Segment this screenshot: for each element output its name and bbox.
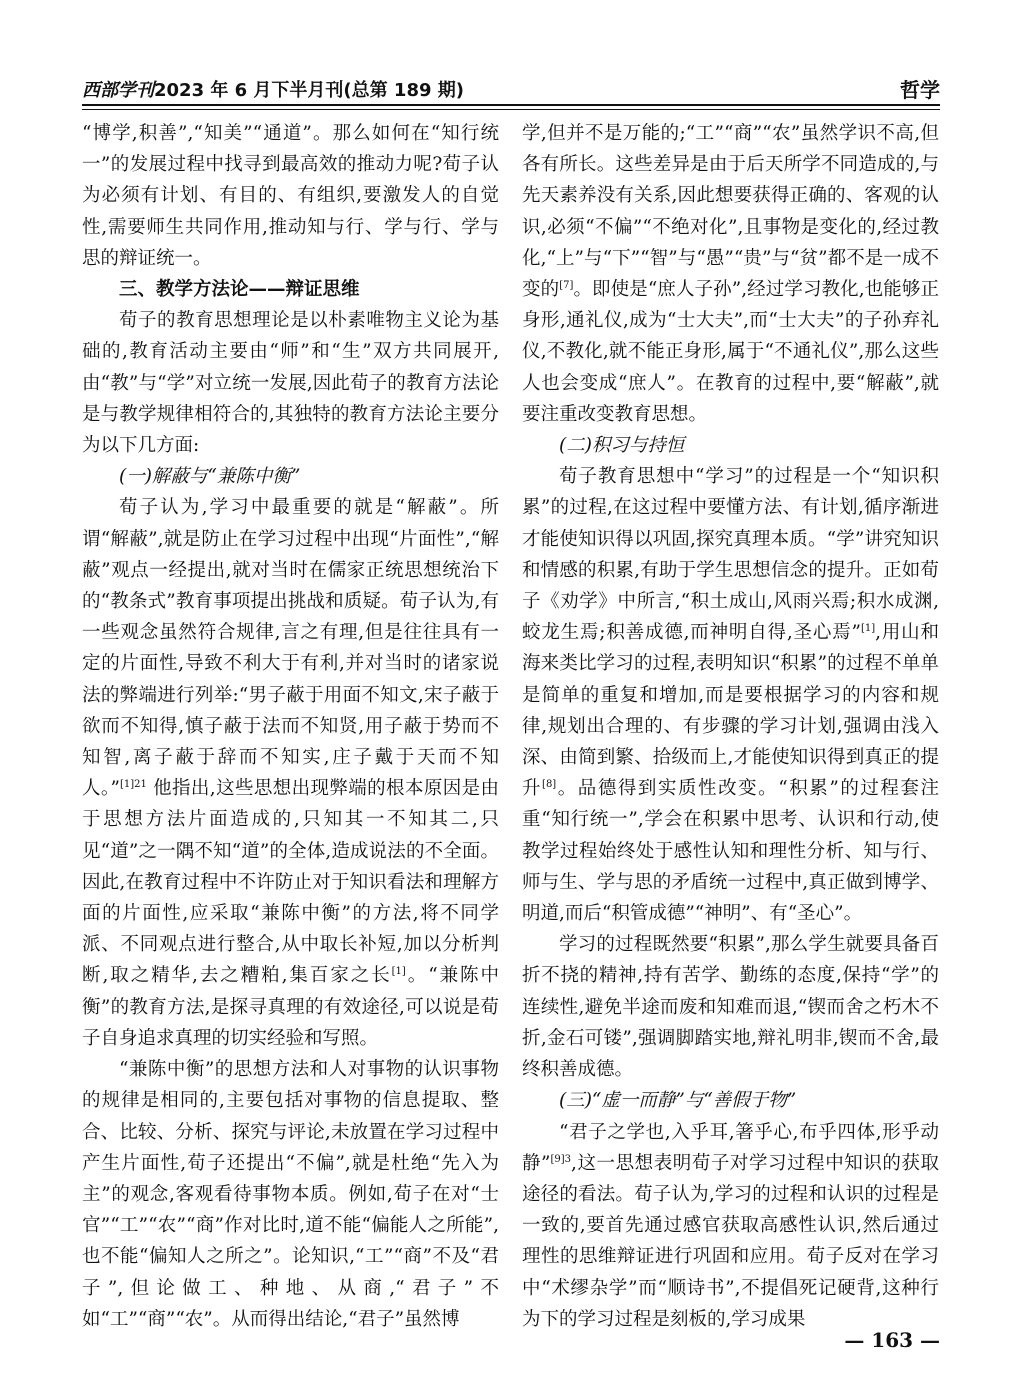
text-run: 。即使是“庶人子孙”,经过学习教化,也能够正身形,通礼仪,成为“士大夫”,而“士大夫”的子孙弃礼仪,不教化,就不能正身形,属于“不通礼仪”,那么这些人也会变成“庶人”。在教育的过程中,要“解蔽”,就要注重改变教育思想。: [522, 279, 939, 425]
text-run: 荀子认为,学习中最重要的就是“解蔽”。所谓“解蔽”,就是防止在学习过程中出现“片面性”,“解蔽”观点一经提出,就对当时在儒家正统思想统治下的“教条式”教育事项提出挑战和质疑。荀子认为,有一些观念虽然符合规律,言之有理,但是往往具有一定的片面性,导致不利大于有利,并对当时的诸家说法的弊端进行列举:“男子蔽于用面不知文,宋子蔽于欲而不知得,慎子蔽于法而不知贤,用子蔽于势而不知智,离子蔽于辞而不知实,庄子戴于天而不知人。”: [82, 497, 499, 800]
citation-ref: [1]21: [119, 779, 147, 791]
page-number: — 163 —: [844, 1328, 940, 1352]
text-run: ,这一思想表明荀子对学习过程中知识的获取途径的看法。荀子认为,学习的过程和认识的过程是一致的,要首先通过感官获取高感性认识,然后通过理性的思维辩证进行巩固和应用。荀子反对在学习中“术缪杂学”而“顺诗书”,不提倡死记硬背,这种行为下的学习过程是刻板的,学习成果: [522, 1152, 939, 1330]
text-run: “君子之学也,入乎耳,箸乎心,布乎四体,形乎动静”: [522, 1121, 939, 1174]
subsection-heading: (三)“虚一而静”与“善假于物”: [559, 1090, 797, 1112]
paragraph: 学习的过程既然要“积累”,那么学生就要具备百折不挠的精神,持有苦学、勤练的态度,保持“学”的连续性,避免半途而废和知难而退,“锲而舍之朽木不折,金石可镂”,强调脚踏实地,辩礼明非,锲而不舍,最终积善成德。: [522, 934, 939, 1081]
text-run: 。品德得到实质性改变。“积累”的过程套注重“知行统一”,学会在积累中思考、认识和行动,使教学过程始终处于感性认知和理性分析、知与行、师与生、学与思的矛盾统一过程中,真正做到博学、明道,而后“积管成德”“神明”、有“圣心”。: [522, 778, 939, 925]
paragraph: [82, 492, 499, 1054]
citation-ref: [7]: [559, 279, 574, 291]
paragraph: [522, 461, 939, 929]
paragraph-continued: “博学,积善”,“知美”“通道”。那么如何在“知行统一”的发展过程中找寻到最高效的推动力呢?荀子认为必须有计划、有目的、有组织,要激发人的自觉性,需要师生共同作用,推动知与行、学与行、学与思的辩证统一。: [82, 123, 499, 269]
citation-ref: [8]: [542, 779, 557, 791]
right-column: [522, 118, 939, 1330]
left-column: [82, 118, 499, 1330]
subsection-heading: (一)解蔽与“兼陈中衡”: [119, 466, 301, 488]
paragraph: “兼陈中衡”的思想方法和人对事物的认识事物的规律是相同的,主要包括对事物的信息提取、整合、比较、分析、探究与评论,未放置在学习过程中产生片面性,荀子还提出“不偏”,就是杜绝“先入为主”的观念,客观看待事物本质。例如,荀子在对“士官”“工”“农”“商”作对比时,道不能“偏能人之所能”,也不能“偏知人之所之”。论知识,“工”“商”不及“君子”,但论做工、种地、从商,“君子”不如“工”“商”“农”。从而得出结论,“君子”虽然博: [82, 1059, 499, 1330]
subsection-heading: (二)积习与持恒: [559, 435, 685, 457]
section-name: 哲学: [900, 78, 940, 102]
journal-title: 西部学刊: [82, 80, 154, 101]
text-run: 。“兼陈中衡”的教育方法,是探寻真理的有效途径,可以说是荀子自身追求真理的切实经验和写照。: [82, 965, 499, 1049]
paragraph: 荀子的教育思想理论是以朴素唯物主义论为基础的,教育活动主要由“师”和“生”双方共同展开,由“教”与“学”对立统一发展,因此荀子的教育方法论是与教学规律相符合的,其独特的教育方法论主要分为以下几方面:: [82, 310, 499, 457]
text-run: ,用山和海来类比学习的过程,表明知识“积累”的过程不单单是简单的重复和增加,而是要根据学习的内容和规律,规划出合理的、有步骤的学习计划,强调由浅入深、由简到繁、拾级而上,才能使知识得到真正的提升: [522, 622, 939, 800]
text-run: 学,但并不是万能的;“工”“商”“农”虽然学识不高,但各有所长。这些差异是由于后天所学不同造成的,与先天素养没有关系,因此想要获得正确的、客观的认识,必须“不偏”“不绝对化”,且事物是变化的,经过教化,“上”与“下”“智”与“愚”“贵”与“贫”都不是一成不变的: [522, 123, 939, 301]
paragraph: [522, 1117, 939, 1335]
section-heading: 三、教学方法论——辩证思维: [119, 279, 360, 301]
text-run: 荀子教育思想中“学习”的过程是一个“知识积累”的过程,在这过程中要懂方法、有计划,循序渐进才能使知识得以巩固,探究真理本质。“学”讲究知识和情感的积累,有助于学生思想信念的提升。正如荀子《劝学》中所言,“积土成山,风雨兴焉;积水成渊,蛟龙生焉;积善成德,而神明自得,圣心焉”: [522, 466, 939, 644]
citation-ref: [9]3: [550, 1153, 572, 1165]
journal-issue-line: [82, 76, 464, 102]
text-run: 他指出,这些思想出现弊端的根本原因是由于思想方法片面造成的,只知其一不知其二,只见“道”之一隅不知“道”的全体,造成说法的不全面。因此,在教育过程中不许防止对于知识看法和理解方面的片面性,应采取“兼陈中衡”的方法,将不同学派、不同观点进行整合,从中取长补短,加以分析判断,取之精华,去之糟粕,集百家之长: [82, 778, 499, 987]
issue-info: 2023 年 6 月下半月刊(总第 189 期): [154, 80, 464, 101]
citation-ref: [1]: [860, 623, 876, 635]
running-header: [82, 72, 940, 104]
citation-ref: [1]: [391, 966, 406, 978]
paragraph-continued: [522, 118, 939, 430]
header-rule-thin: [82, 109, 940, 110]
header-rule-thick: [82, 104, 940, 106]
